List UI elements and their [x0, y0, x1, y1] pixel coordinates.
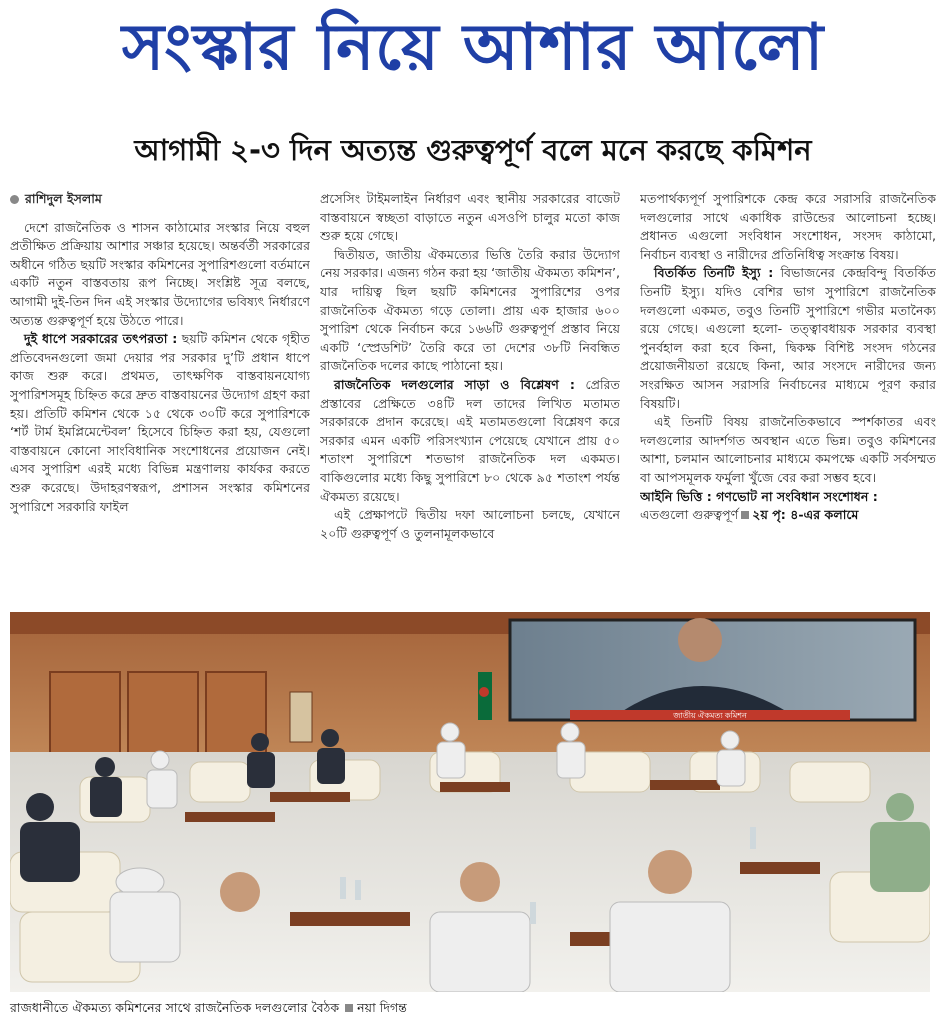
subheading: রাজনৈতিক দলগুলোর সাড়া ও বিশ্লেষণ : [334, 376, 575, 392]
article-column-1 [10, 190, 310, 610]
paragraph-text: এতগুলো গুরুত্বপূর্ণ [640, 507, 739, 523]
article-column-2 [320, 190, 620, 610]
paragraph: এই প্রেক্ষাপটে দ্বিতীয় দফা আলোচনা চলছে, যেখানে ২০টি গুরুত্বপূর্ণ ও তুলনামূলকভাবে [320, 507, 620, 541]
subheadline: আগামী ২-৩ দিন অত্যন্ত গুরুত্বপূর্ণ বলে মনে করছে কমিশন [134, 133, 812, 167]
paragraph: প্রসেসিং টাইমলাইন নির্ধারণ এবং স্থানীয় সরকারের বাজেট বাস্তবায়নে স্বচ্ছতা বাড়াতে নতুন এসওপি চালুর মতো কাজ শুরু হয়ে গেছে। [320, 191, 620, 244]
continuation-marker-icon [741, 511, 749, 519]
meeting-photo [10, 612, 930, 992]
paragraph: দেশে রাজনৈতিক ও শাসন কাঠামোর সংস্কার নিয়ে বহুল প্রতীক্ষিত প্রক্রিয়ায় আশার সঞ্চার হয়েছে। অন্তর্বর্তী সরকারের অধীনে গঠিত ছয়টি সংস্কার কমিশনের সুপারিশগুলো বর্তমানে একটি নতুন বাস্তবতায় রূপ নিচ্ছে। সংশ্লিষ্ট সূত্র বলছে, আগামী দুই-তিন দিন এই সংস্কার উদ্যোগের ভবিষ্যৎ নির্ধারণে অত্যন্ত গুরুত্বপূর্ণ হয়ে উঠতে পারে। [10, 219, 310, 328]
paragraph-text: ছয়টি কমিশন থেকে গৃহীত প্রতিবেদনগুলো জমা দেয়ার পর সরকার দু’টি প্রধান ধাপে কাজ শুরু করে। প্রথমত, তাৎক্ষণিক বাস্তবায়নযোগ্য সুপারিশসমূহ চিহ্নিত করে দ্রুত বাস্তবায়নের উদ্যোগ গ্রহণ করা হয়। প্রতিটি কমিশন থেকে ১৫ থেকে ৩০টি করে সুপারিশকে ‘শর্ট টার্ম ইমপ্লিমেন্টেবল’ হিসেবে চিহ্নিত করা হয়, যেগুলো বাস্তবায়নে কোনো সাংবিধানিক সংশোধনের প্রয়োজন নেই। এসব সুপারিশ এরই মধ্যে বিভিন্ন মন্ত্রণালয় কার্যকর করতে শুরু করেছে। উদাহরণস্বরূপ, প্রশাসন সংস্কার কমিশনের সুপারিশে সরকারি ফাইল [10, 331, 310, 514]
screen-banner-text: জাতীয় ঐকমত্য কমিশন [673, 711, 747, 720]
continued-reference: ২য় পৃ: ৪-এর কলামে [752, 507, 859, 523]
paragraph-text: বিভাজনের কেন্দ্রবিন্দু বিতর্কিত তিনটি ইস্যু। যদিও বেশির ভাগ সুপারিশে রাজনৈতিক দলগুলো একমত, তবুও তিনটি সুপারিশে গভীর মতানৈক্য রয়ে গেছে। এগুলো হলো- তত্ত্বাবধায়ক সরকার ব্যবস্থা পুনর্বহাল করা হবে কিনা, দ্বিকক্ষ বিশিষ্ট সংসদ গঠনের প্রয়োজনীয়তা রয়েছে কিনা, আর সংসদে নারীদের জন্য সংরক্ষিত আসন সরাসরি নির্বাচনের মাধ্যমে পূরণ করার বিষয়টি। [640, 265, 936, 411]
paragraph [320, 376, 620, 506]
photo-caption [10, 996, 930, 1020]
caption-separator-icon [345, 1004, 353, 1012]
paragraph [640, 264, 936, 413]
subheading: দুই ধাপে সরকারের তৎপরতা : [24, 331, 178, 347]
subheading: বিতর্কিত তিনটি ইস্যু : [654, 265, 774, 281]
paragraph: এই তিনটি বিষয় রাজনৈতিকভাবে স্পর্শকাতর এবং দলগুলোর আদর্শগত অবস্থান এতে ভিন্ন। তবুও কমিশনের আশা, চলমান আলোচনার মাধ্যমে কমপক্ষে একটি সর্বসম্মত বা আপসমূলক ফর্মুলা খুঁজে বের করা সম্ভব হবে। [640, 414, 936, 485]
bullet-icon [10, 195, 19, 204]
paragraph [10, 330, 310, 516]
photo-credit: নয়া দিগন্ত [357, 1000, 407, 1015]
paragraph-text: প্রেরিত প্রস্তাবের প্রেক্ষিতে ৩৪টি দল তাদের লিখিত মতামত সরকারকে প্রদান করেছে। এই মতামতগুলো বিশ্লেষণ করে সরকার এমন একটি পরিসংখ্যান পেয়েছে যেখানে প্রায় ৫০ শতাংশ সুপারিশে শতভাগ রাজনৈতিক দল একমত। বাকিগুলোর মধ্যে কিছু সুপারিশে ৮০ থেকে ৯৫ শতাংশ পর্যন্ত ঐকমত্য রয়েছে। [320, 376, 620, 504]
subheading-text: আইনি ভিত্তি : গণভোট না সংবিধান সংশোধন : [640, 488, 878, 504]
caption-text: রাজধানীতে ঐকমত্য কমিশনের সাথে রাজনৈতিক দলগুলোর বৈঠক [10, 1000, 340, 1015]
article-column-3 [640, 190, 936, 610]
paragraph: মতপার্থক্যপূর্ণ সুপারিশকে কেন্দ্র করে সরাসরি রাজনৈতিক দলগুলোর সাথে একাধিক রাউন্ডের আলোচনা হচ্ছে। প্রধানত এগুলো সংবিধান সংশোধন, সংসদ কাঠামো, নির্বাচন ব্যবস্থা ও নারীদের প্রতিনিধিত্ব সংক্রান্ত বিষয়। [640, 191, 936, 262]
author-name: রাশিদুল ইসলাম [25, 191, 102, 206]
paragraph [640, 506, 936, 525]
byline [10, 190, 310, 209]
subheading [640, 488, 936, 507]
headline: সংস্কার নিয়ে আশার আলো [121, 11, 825, 85]
paragraph: দ্বিতীয়ত, জাতীয় ঐকমত্যের ভিত্তি তৈরি করার উদ্যোগ নেয় সরকার। এজন্য গঠন করা হয় ‘জাতীয় ঐকমত্য কমিশন’, যার দায়িত্ব ছিল ছয়টি কমিশনের সুপারিশের ওপর রাজনৈতিক ঐকমত্য গড়ে তোলা। প্রায় এক হাজার ৬০০ সুপারিশ থেকে নির্বাচন করে ১৬৬টি গুরুত্বপূর্ণ প্রস্তাব নিয়ে একটি ‘স্প্রেডশিট’ তৈরি করে তা দেশের ৩৮টি নিবন্ধিত রাজনৈতিক দলের কাছে পাঠানো হয়। [320, 246, 620, 374]
